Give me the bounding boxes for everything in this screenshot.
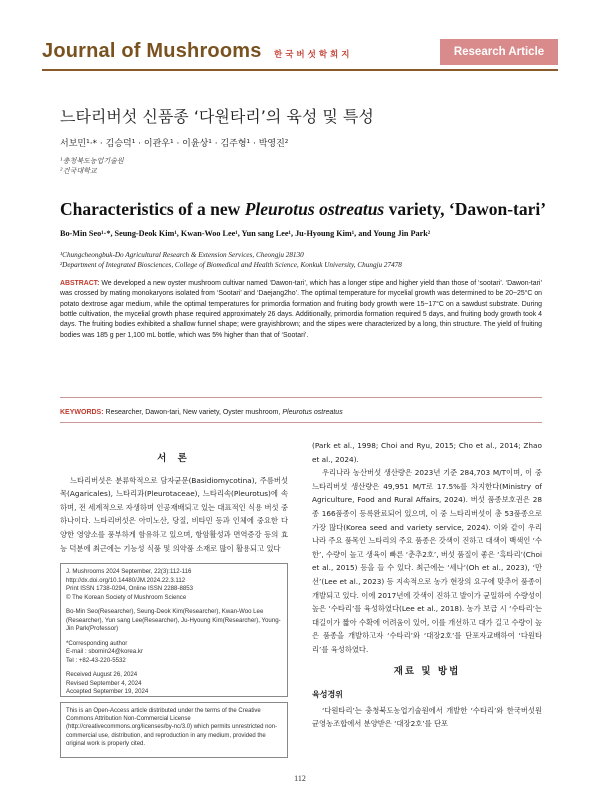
english-affiliation-2: ²Department of Integrated Biosciences, College of Biomedical and Health Science, Konkuk University, Chungju 27478 bbox=[60, 261, 402, 269]
introduction-paragraph-3: 우리나라 농산버섯 생산량은 2023년 기준 284,703 M/T이며, 이 중 느타리버섯 생산량은 49,951 M/T로 17.5%를 차지한다(Ministry of Agriculture, Food and Rural Affairs, 2024). 버섯 품종보호권은 28종 166품종이 등록완료되어 있으며, 이 중 느타리버섯이 총 53품종으로 가장 많다(Korea seed and variety service, 2024). 이와 같이 우리나라 주요 품목인 느타리의 주요 품종은 갓색이 진하고 대색이 백색인 ‘수한’, 수량이 높고 생육이 빠른 ‘춘추2호’, 버섯 품질이 좋은 ‘흑타리’(Choi et al., 2015) 등을 들 수 있다. 최근에는 ‘세나’(Oh et al., 2023), ‘만선’(Lee et al., 2023) 등 지속적으로 농가 현장의 요구에 맞추어 품종이 개발되고 있다. 이에 2017년에 갓색이 진하고 발이가 균일하여 수량성이 높은 ‘수타리’를 육성하였다(Lee et al., 2018). 농가 보급 시 ‘수타리’는 대길이가 짧아 수확에 어려움이 있어, 이를 개선하고 대가 길고 수량이 높은 품종을 개발하고자 ‘수타리’와 ‘대장2호’를 단포자교배하여 ‘다원타리’를 육성하였다. bbox=[312, 468, 542, 654]
issn: Print ISSN 1738-0294, Online ISSN 2288-8853 bbox=[66, 585, 194, 592]
introduction-paragraph-2: (Park et al., 1998; Choi and Ryu, 2015; Cho et al., 2014; Zhao et al., 2024). bbox=[312, 441, 542, 464]
abstract-text: We developed a new oyster mushroom cultivar named ‘Dawon-tari’, which has a longer stipe and higher yield than those of ‘sootari’. ‘Dawon-tari’ was crossed by mating monokaryons isolated from ‘Sootari’ and ‘Daejang2ho’. The optimal temperature for mycelial growth was determined to be 20~25°C on potato dextrose agar medium, while the optimal temperatures for primordia formation and fruiting body growth were 15~17°C on a sawdust substrate. During bottle cultivation, the mycelial growth phase required approximately 26 days. Additionally, primordia formation required 5 days, and fruiting body growth took 4 days. The fruiting bodies exhibited a shallow funnel shape; were grayishbrown; and the stipes were characterized by a long, thin structure. The yield of fruiting bodies was 185 g per 1,100 mL bottle, which was 5% higher than that of ‘Sootari’. bbox=[60, 280, 542, 339]
english-title-part: variety, ‘Dawon-tari’ bbox=[384, 199, 547, 219]
keywords bbox=[60, 409, 542, 416]
keywords-text: Researcher, Dawon-tari, New variety, Oyster mushroom, bbox=[103, 409, 283, 416]
journal-name-korean: 한국버섯학회지 bbox=[274, 50, 353, 60]
citation: J. Mushrooms 2024 September, 22(3):112-116 bbox=[66, 568, 192, 575]
journal-header bbox=[42, 40, 558, 68]
methods-heading: 재료 및 방법 bbox=[393, 665, 461, 677]
korean-affiliation-2: ²건국대학교 bbox=[60, 167, 97, 175]
left-column bbox=[60, 452, 288, 555]
methods-paragraph: ‘다원타리’는 충청북도농업기술원에서 개발한 ‘수타리’와 한국버섯원균영농조합에서 분양받은 ‘대장2호’를 단포 bbox=[312, 705, 542, 729]
keywords-species: Pleurotus ostreatus bbox=[282, 409, 343, 416]
page-number: 112 bbox=[294, 774, 306, 783]
english-authors: Bo-Min Seo¹·*, Seung-Deok Kim¹, Kwan-Woo Lee¹, Yun sang Lee¹, Ju-Hyoung Kim¹, and Young Jin Park² bbox=[60, 229, 431, 238]
english-title-part: Characteristics of a new bbox=[60, 199, 245, 219]
korean-authors: 서보민¹·* · 김승덕¹ · 이관우¹ · 이윤상¹ · 김주형¹ · 박영진² bbox=[60, 139, 289, 149]
accepted-date: Accepted September 19, 2024 bbox=[66, 688, 149, 695]
keywords-divider-top bbox=[60, 397, 542, 398]
doi-link[interactable]: http://dx.doi.org/10.14480/JM.2024.22.3.112 bbox=[66, 576, 186, 584]
article-info-box bbox=[60, 563, 288, 697]
english-affiliation-1: ¹Chungcheongbuk-Do Agricultural Research & Extension Services, Cheongju 28130 bbox=[60, 251, 304, 259]
methods-subheading: 육성경위 bbox=[312, 690, 343, 700]
keywords-divider-bottom bbox=[60, 422, 542, 423]
received-date: Received August 26, 2024 bbox=[66, 671, 138, 678]
open-access-notice: This is an Open-Access article distributed under the terms of the Creative Commons Attribution Non-Commercial License (http://creativecommons.org/licenses/by-nc/3.0) which permits unrestricted non-commercial use, distribution, and reproduction in any medium, provided the original work is properly cited. bbox=[60, 702, 288, 758]
korean-affiliations bbox=[60, 156, 124, 176]
english-affiliations bbox=[60, 250, 402, 270]
english-title bbox=[60, 199, 546, 220]
journal-name: Journal of Mushrooms bbox=[42, 40, 262, 62]
copyright: © The Korean Society of Mushroom Science bbox=[66, 593, 187, 601]
author-roles: Bo-Min Seo(Researcher), Seung-Deok Kim(Researcher), Kwan-Woo Lee (Researcher), Yun sang Lee(Researcher), Ju-Hyoung Kim(Researcher), Young-Jin Park(Professor) bbox=[66, 608, 281, 632]
corresponding-label: *Corresponding author bbox=[66, 639, 128, 647]
header-divider bbox=[42, 69, 558, 71]
keywords-label: KEYWORDS: bbox=[60, 409, 104, 416]
introduction-heading: 서 론 bbox=[157, 453, 191, 464]
korean-affiliation-1: ¹충청북도농업기술원 bbox=[60, 157, 124, 165]
article-type-badge: Research Article bbox=[440, 39, 558, 65]
right-column bbox=[312, 439, 542, 731]
abstract-label: ABSTRACT: bbox=[60, 280, 100, 287]
corresponding-tel: Tel : +82-43-220-5532 bbox=[66, 656, 126, 664]
introduction-paragraph-1: 느타리버섯은 분류학적으로 담자균문(Basidiomycotina), 주름버섯목(Agaricales), 느타리과(Pleurotaceae), 느타리속(Pleurotus)에 속하며, 전 세계적으로 자생하며 인공재배되고 있는 대표적인 식용 버섯 중 하나이다. 느타리버섯은 아미노산, 당질, 비타민 등과 인체에 중요한 다양한 영양소를 풍부하게 함유하고 있으며, 항암활성과 면역증강 등의 효능 덕분에 최근에는 기능성 식품 및 의약품 소재로 많이 활용되고 있다 bbox=[60, 475, 288, 553]
korean-title: 느타리버섯 신품종 ‘다원타리’의 육성 및 특성 bbox=[60, 107, 374, 126]
abstract bbox=[60, 279, 542, 341]
corresponding-email[interactable]: E-mail : sbomin24@korea.kr bbox=[66, 648, 143, 655]
english-title-species: Pleurotus ostreatus bbox=[244, 199, 385, 219]
revised-date: Revised September 4, 2024 bbox=[66, 679, 142, 687]
